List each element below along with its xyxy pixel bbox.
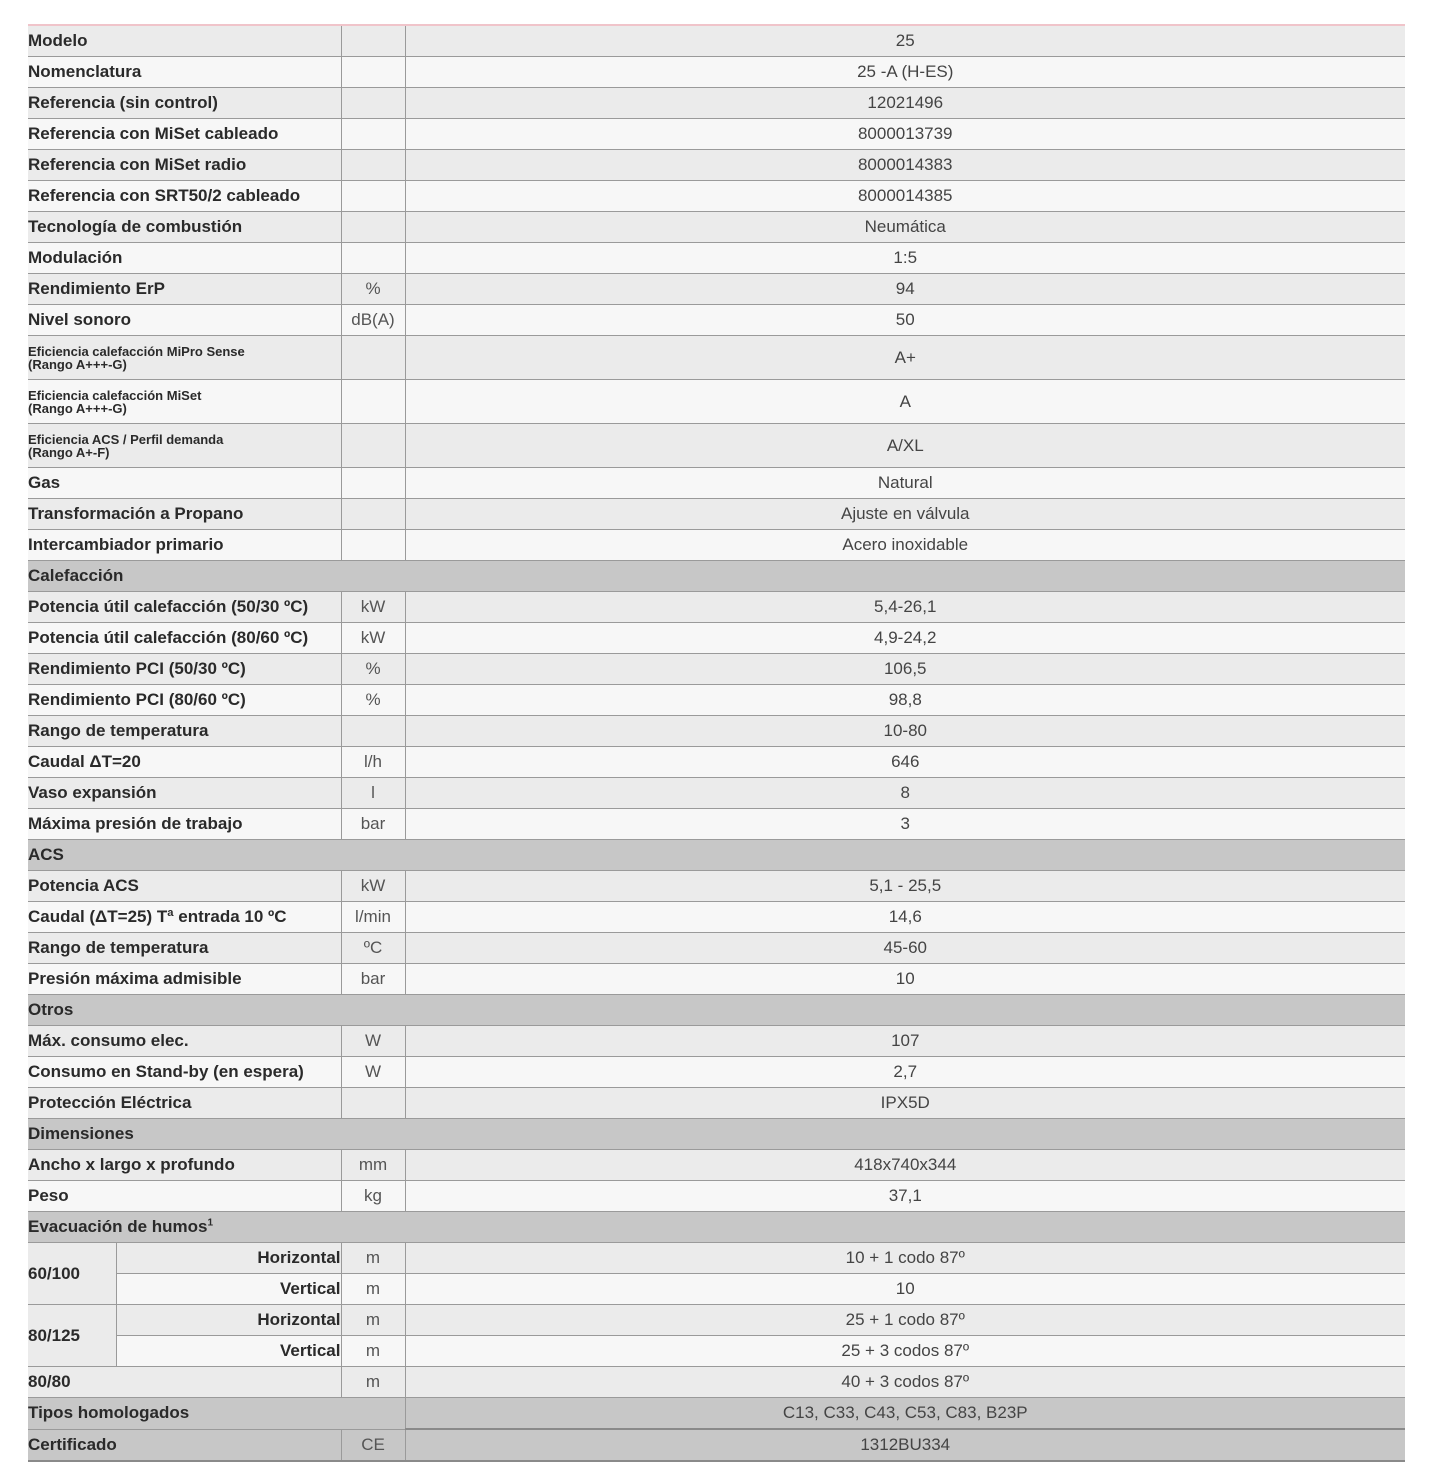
spec-unit: kW — [341, 871, 405, 902]
spec-row — [28, 1367, 1405, 1398]
spec-unit: bar — [341, 964, 405, 995]
spec-row — [28, 1336, 1405, 1367]
spec-unit: kW — [341, 623, 405, 654]
spec-unit: mm — [341, 1150, 405, 1181]
spec-sheet — [28, 24, 1405, 1462]
spec-unit — [341, 26, 405, 57]
spec-label: Potencia útil calefacción (80/60 ºC) — [28, 623, 341, 654]
spec-unit: W — [341, 1026, 405, 1057]
spec-unit: kW — [341, 592, 405, 623]
spec-value: 5,4-26,1 — [405, 592, 1405, 623]
spec-row — [28, 1398, 1405, 1430]
spec-label: Caudal (ΔT=25) Tª entrada 10 ºC — [28, 902, 341, 933]
spec-label: Gas — [28, 468, 341, 499]
spec-row — [28, 57, 1405, 88]
flue-orientation: Horizontal — [116, 1305, 341, 1336]
spec-label: Rendimiento PCI (50/30 ºC) — [28, 654, 341, 685]
flue-orientation: Vertical — [116, 1274, 341, 1305]
spec-unit: l/min — [341, 902, 405, 933]
spec-value: 106,5 — [405, 654, 1405, 685]
spec-value: A+ — [405, 336, 1405, 380]
spec-label: Nivel sonoro — [28, 305, 341, 336]
spec-label: Nomenclatura — [28, 57, 341, 88]
spec-label: Modulación — [28, 243, 341, 274]
spec-label: Rendimiento PCI (80/60 ºC) — [28, 685, 341, 716]
spec-unit — [341, 57, 405, 88]
section-header-row — [28, 561, 1405, 592]
spec-label: Intercambiador primario — [28, 530, 341, 561]
spec-unit: % — [341, 654, 405, 685]
spec-label: Protección Eléctrica — [28, 1088, 341, 1119]
section-header-row — [28, 1119, 1405, 1150]
spec-row — [28, 88, 1405, 119]
spec-label: Caudal ΔT=20 — [28, 747, 341, 778]
spec-label: Potencia ACS — [28, 871, 341, 902]
section-title-text: Otros — [28, 1000, 74, 1019]
section-header-row — [28, 840, 1405, 871]
spec-value: 10 — [405, 964, 1405, 995]
spec-value: Acero inoxidable — [405, 530, 1405, 561]
spec-unit — [341, 530, 405, 561]
spec-row — [28, 212, 1405, 243]
spec-value: 50 — [405, 305, 1405, 336]
spec-unit: ºC — [341, 933, 405, 964]
spec-row — [28, 150, 1405, 181]
spec-value: A — [405, 380, 1405, 424]
spec-row — [28, 424, 1405, 468]
spec-row — [28, 274, 1405, 305]
spec-unit — [341, 119, 405, 150]
section-title — [28, 1212, 1405, 1243]
spec-value: 8000014383 — [405, 150, 1405, 181]
section-title-text: ACS — [28, 845, 64, 864]
spec-row — [28, 592, 1405, 623]
spec-value: 5,1 - 25,5 — [405, 871, 1405, 902]
spec-row — [28, 685, 1405, 716]
section-title — [28, 995, 1405, 1026]
spec-unit: bar — [341, 809, 405, 840]
spec-value: Neumática — [405, 212, 1405, 243]
spec-unit: W — [341, 1057, 405, 1088]
spec-row — [28, 181, 1405, 212]
spec-unit: kg — [341, 1181, 405, 1212]
spec-value: 45-60 — [405, 933, 1405, 964]
spec-value: 10 + 1 codo 87º — [405, 1243, 1405, 1274]
section-title-text: Calefacción — [28, 566, 124, 585]
spec-unit: % — [341, 685, 405, 716]
spec-value: 2,7 — [405, 1057, 1405, 1088]
spec-value: 25 — [405, 26, 1405, 57]
section-title-text: Evacuación de humos — [28, 1217, 208, 1236]
spec-row — [28, 1150, 1405, 1181]
section-header-row — [28, 995, 1405, 1026]
spec-row — [28, 336, 1405, 380]
spec-value: 107 — [405, 1026, 1405, 1057]
spec-label: Tecnología de combustión — [28, 212, 341, 243]
spec-label: Vaso expansión — [28, 778, 341, 809]
spec-label: Consumo en Stand-by (en espera) — [28, 1057, 341, 1088]
spec-value: 8000013739 — [405, 119, 1405, 150]
spec-value: 10 — [405, 1274, 1405, 1305]
spec-row — [28, 243, 1405, 274]
spec-label: Referencia (sin control) — [28, 88, 341, 119]
spec-unit — [341, 243, 405, 274]
spec-row — [28, 809, 1405, 840]
section-title — [28, 840, 1405, 871]
spec-unit: m — [341, 1274, 405, 1305]
spec-table — [28, 26, 1405, 1462]
spec-label: Máxima presión de trabajo — [28, 809, 341, 840]
spec-row — [28, 1274, 1405, 1305]
section-title-text: Dimensiones — [28, 1124, 134, 1143]
spec-row — [28, 902, 1405, 933]
spec-row — [28, 468, 1405, 499]
footnote-marker: 1 — [207, 1217, 214, 1229]
spec-value: A/XL — [405, 424, 1405, 468]
spec-value: 25 + 3 codos 87º — [405, 1336, 1405, 1367]
spec-row — [28, 716, 1405, 747]
spec-value: 646 — [405, 747, 1405, 778]
spec-label-line: Eficiencia calefacción MiPro Sense — [28, 343, 245, 359]
spec-row — [28, 623, 1405, 654]
spec-row — [28, 1088, 1405, 1119]
spec-unit — [341, 336, 405, 380]
flue-diameter: 60/100 — [28, 1243, 116, 1305]
spec-unit: dB(A) — [341, 305, 405, 336]
flue-diameter: 80/125 — [28, 1305, 116, 1367]
spec-label: Transformación a Propano — [28, 499, 341, 530]
spec-label: Ancho x largo x profundo — [28, 1150, 341, 1181]
spec-unit — [341, 424, 405, 468]
spec-value: 37,1 — [405, 1181, 1405, 1212]
spec-value: 25 + 1 codo 87º — [405, 1305, 1405, 1336]
spec-table-body — [28, 26, 1405, 1461]
spec-value: Natural — [405, 468, 1405, 499]
spec-unit — [341, 1088, 405, 1119]
spec-row — [28, 1429, 1405, 1461]
spec-value: 12021496 — [405, 88, 1405, 119]
spec-unit: m — [341, 1367, 405, 1398]
spec-value: 1312BU334 — [405, 1429, 1405, 1461]
spec-unit: l — [341, 778, 405, 809]
spec-label: Tipos homologados — [28, 1398, 405, 1430]
spec-row — [28, 1181, 1405, 1212]
spec-row — [28, 1057, 1405, 1088]
spec-unit — [341, 499, 405, 530]
spec-row — [28, 654, 1405, 685]
spec-value: 8000014385 — [405, 181, 1405, 212]
spec-row — [28, 871, 1405, 902]
spec-unit — [341, 88, 405, 119]
spec-label: Rendimiento ErP — [28, 274, 341, 305]
spec-value: 25 -A (H-ES) — [405, 57, 1405, 88]
spec-row — [28, 26, 1405, 57]
spec-unit — [341, 468, 405, 499]
spec-unit — [341, 181, 405, 212]
spec-value: Ajuste en válvula — [405, 499, 1405, 530]
spec-label: Peso — [28, 1181, 341, 1212]
spec-row — [28, 778, 1405, 809]
spec-label — [28, 380, 341, 424]
spec-unit — [341, 716, 405, 747]
spec-label: Referencia con MiSet radio — [28, 150, 341, 181]
spec-label: 80/80 — [28, 1367, 341, 1398]
spec-label-line: Eficiencia calefacción MiSet — [28, 387, 202, 403]
spec-unit: m — [341, 1305, 405, 1336]
spec-row — [28, 380, 1405, 424]
spec-row — [28, 964, 1405, 995]
spec-label — [28, 336, 341, 380]
spec-label-line: (Rango A+++-G) — [28, 400, 127, 416]
spec-label-line: Eficiencia ACS / Perfil demanda — [28, 431, 224, 447]
spec-value: C13, C33, C43, C53, C83, B23P — [405, 1398, 1405, 1430]
flue-orientation: Horizontal — [116, 1243, 341, 1274]
spec-row — [28, 305, 1405, 336]
spec-unit: m — [341, 1243, 405, 1274]
spec-label: Máx. consumo elec. — [28, 1026, 341, 1057]
spec-label: Presión máxima admisible — [28, 964, 341, 995]
spec-row — [28, 933, 1405, 964]
spec-row — [28, 1243, 1405, 1274]
spec-row — [28, 119, 1405, 150]
spec-row — [28, 530, 1405, 561]
spec-value: IPX5D — [405, 1088, 1405, 1119]
spec-label — [28, 424, 341, 468]
spec-label-line: (Rango A+-F) — [28, 444, 110, 460]
spec-row — [28, 499, 1405, 530]
spec-label: Certificado — [28, 1429, 341, 1461]
spec-label: Rango de temperatura — [28, 933, 341, 964]
spec-label: Referencia con MiSet cableado — [28, 119, 341, 150]
section-header-row — [28, 1212, 1405, 1243]
spec-unit — [341, 380, 405, 424]
spec-unit: m — [341, 1336, 405, 1367]
flue-orientation: Vertical — [116, 1336, 341, 1367]
spec-label: Modelo — [28, 26, 341, 57]
spec-value: 14,6 — [405, 902, 1405, 933]
spec-label: Rango de temperatura — [28, 716, 341, 747]
spec-value: 1:5 — [405, 243, 1405, 274]
spec-unit: l/h — [341, 747, 405, 778]
spec-unit: CE — [341, 1429, 405, 1461]
spec-value: 94 — [405, 274, 1405, 305]
spec-row — [28, 1026, 1405, 1057]
spec-value: 40 + 3 codos 87º — [405, 1367, 1405, 1398]
section-title — [28, 561, 1405, 592]
spec-value: 10-80 — [405, 716, 1405, 747]
spec-value: 8 — [405, 778, 1405, 809]
section-title — [28, 1119, 1405, 1150]
spec-row — [28, 747, 1405, 778]
spec-value: 418x740x344 — [405, 1150, 1405, 1181]
spec-value: 3 — [405, 809, 1405, 840]
spec-label-line: (Rango A+++-G) — [28, 356, 127, 372]
spec-label: Referencia con SRT50/2 cableado — [28, 181, 341, 212]
spec-value: 4,9-24,2 — [405, 623, 1405, 654]
spec-unit — [341, 212, 405, 243]
spec-label: Potencia útil calefacción (50/30 ºC) — [28, 592, 341, 623]
spec-row — [28, 1305, 1405, 1336]
spec-unit: % — [341, 274, 405, 305]
spec-value: 98,8 — [405, 685, 1405, 716]
spec-unit — [341, 150, 405, 181]
